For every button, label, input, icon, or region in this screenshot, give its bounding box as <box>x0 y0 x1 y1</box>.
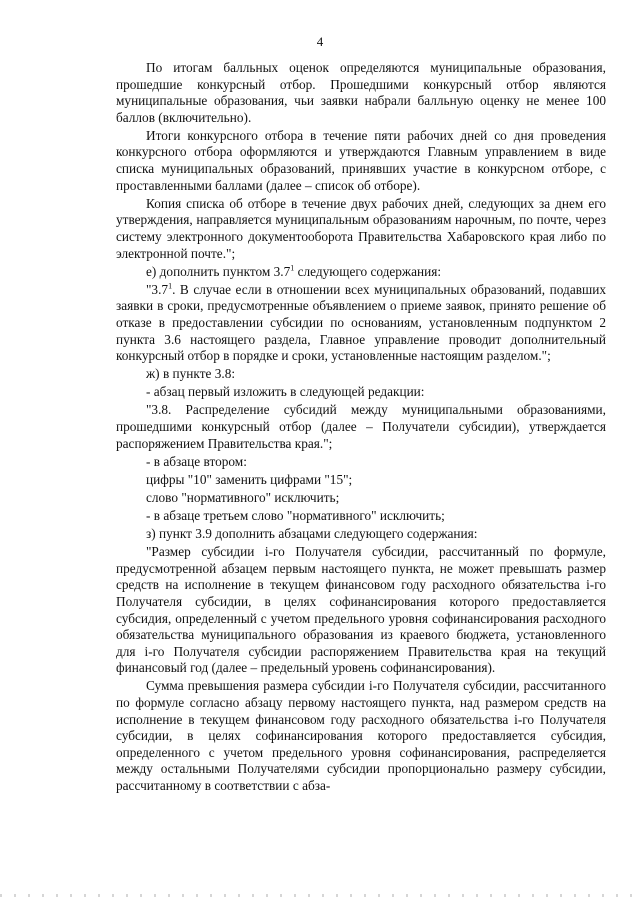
paragraph: "Размер субсидии i-го Получателя субсидии, рассчитанный по формуле, предусмотренной абзацем первым настоящего пункта, не может превышать размер средств на исполнение в текущем финансовом году расходного обязательства i-го Получателя субсидии, в целях софинансирования которого предоставляется субсидия, определенный с учетом предельного уровня софинансирования расходного обязательства муниципального образования из краевого бюджета, установленного для i-го Получателя субсидии распоряжением Правительства края на текущий финансовый год (далее – предельный уровень софинансирования). <box>116 544 606 676</box>
paragraph-with-superscript: е) дополнить пунктом $3.7^1$ следующего содержания: <box>146 263 442 279</box>
paragraph: По итогам балльных оценок определяются муниципальные образования, прошедшие конкурсный отбор. Прошедшими конкурсный отбор являются муниципальные образования, чьи заявки набрали балльную оценку не менее 100 баллов (включительно). <box>116 60 606 125</box>
paragraph: Копия списка об отборе в течение двух рабочих дней, следующих за днем его утверждения, направляется муниципальным образованиям нарочным, по почте, через систему электронного документооборота Правительства Хабаровского края либо по электронной почте."; <box>116 195 606 261</box>
paragraph: - в абзаце третьем слово "нормативного" исключить; <box>146 507 445 523</box>
scan-noise-strip <box>0 894 640 897</box>
superscript: 1 <box>168 281 173 291</box>
superscript: 1 <box>290 263 295 273</box>
page-number: 4 <box>316 34 324 49</box>
paragraph-with-superscript: "$3.7^1$. В случае если в отношении всех муниципальных образований, подавших заявки в сроки, предусмотренные объявлением о приеме заявок, принято решение об отказе в предоставлении субсидии по основаниям, установленным подпунктом 2 пункта 3.6 настоящего раздела, Главное управление проводит дополнительный конкурсный отбор в порядке и сроки, установленные настоящим разделом."; <box>116 281 606 364</box>
paragraph: з) пункт 3.9 дополнить абзацами следующего содержания: <box>146 526 478 542</box>
paragraph: Итоги конкурсного отбора в течение пяти рабочих дней со дня проведения конкурсного отбора оформляются и утверждаются Главным управлением в виде списка муниципальных образований, принявших участие в конкурсном отборе, с проставленными баллами (далее – список об отборе). <box>116 127 606 193</box>
paragraph: Сумма превышения размера субсидии i-го Получателя субсидии, рассчитанного по формуле согласно абзацу первому настоящего пункта, над размером средств на исполнение в текущем финансовом году расходного обязательства i-го Получателя субсидии, в целях софинансирования которого предоставляется субсидия, определенного с учетом предельного уровня софинансирования, распределяется между остальными Получателями субсидии пропорционально размеру субсидии, рассчитанному в соответствии с абза- <box>116 678 606 793</box>
document-body <box>116 60 606 795</box>
paragraph: "3.8. Распределение субсидий между муниципальными образованиями, прошедшими конкурсный отбор (далее – Получатели субсидии), утверждается распоряжением Правительства края."; <box>116 402 606 451</box>
paragraph: слово "нормативного" исключить; <box>146 489 340 505</box>
paragraph: - в абзаце втором: <box>146 453 247 469</box>
paragraph: цифры "10" заменить цифрами "15"; <box>146 471 353 487</box>
paragraph: - абзац первый изложить в следующей редакции: <box>146 384 425 400</box>
paragraph: ж) в пункте 3.8: <box>146 366 236 382</box>
